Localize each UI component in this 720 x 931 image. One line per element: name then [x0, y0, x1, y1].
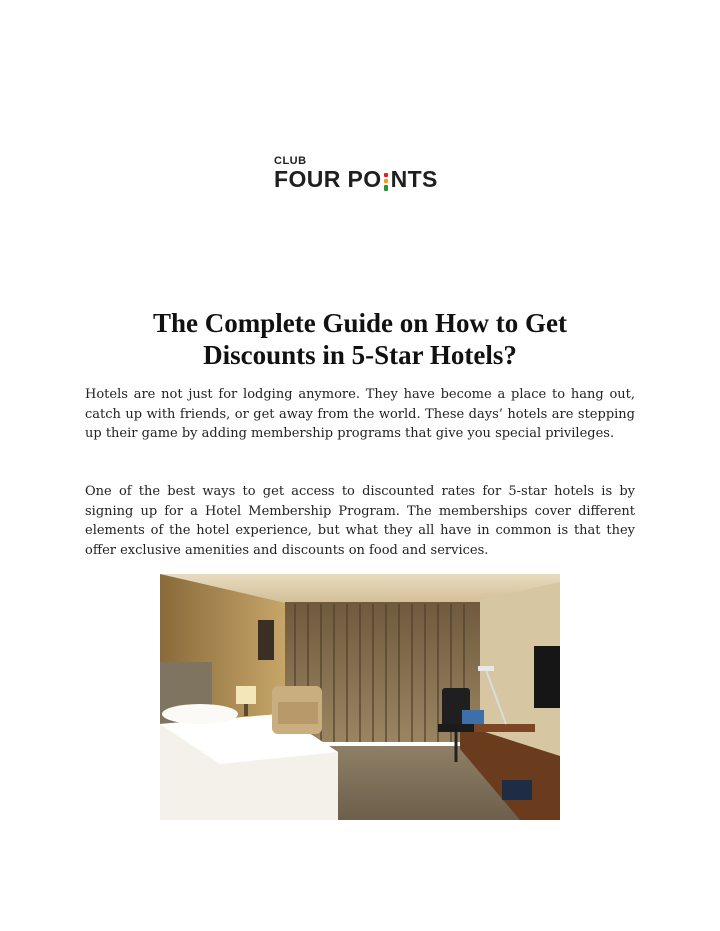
logo-club-text: CLUB: [274, 155, 307, 167]
logo-brand-right: NTS: [390, 166, 438, 192]
club-four-points-logo: [274, 155, 454, 195]
page-title: The Complete Guide on How to Get Discounts in 5-Star Hotels?: [153, 308, 567, 370]
logo-brand-text: [274, 166, 438, 193]
logo-i-dots-icon: [383, 169, 390, 191]
logo-brand-left: FOUR PO: [274, 166, 382, 192]
hotel-room-photo: [160, 574, 560, 820]
intro-paragraph: Hotels are not just for lodging anymore. They have become a place to hang out, catch up with friends, or get away from the world. These days’ hotels are stepping up their game by adding membership programs that give you special privileges.: [85, 387, 635, 441]
membership-paragraph: One of the best ways to get access to discounted rates for 5-star hotels is by signing up for a Hotel Membership Program. The memberships cover different elements of the hotel experience, but what they all have in common is that they offer exclusive amenities and discounts on food and services.: [85, 484, 635, 558]
